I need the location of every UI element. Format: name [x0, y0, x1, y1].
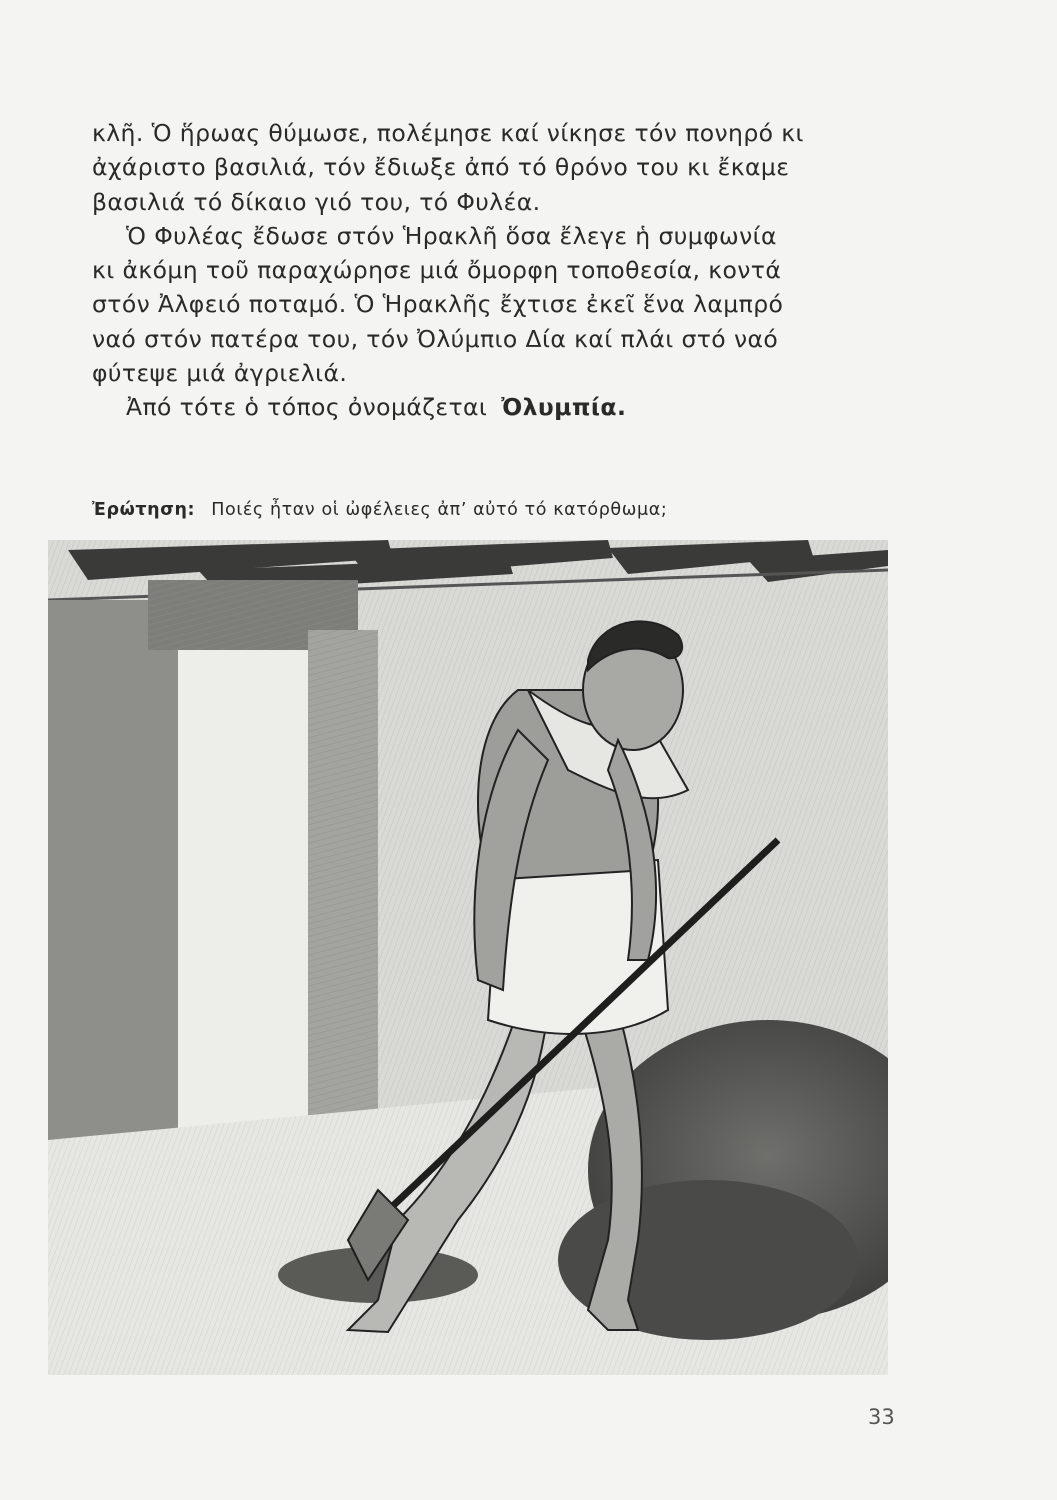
heracles-cleaning-stables-illustration: [48, 540, 888, 1375]
text-line: Ὁ Φυλέας ἔδωσε στόν Ἡρακλῆ ὅσα ἔλεγε ἡ συμφωνία: [126, 221, 777, 250]
text-line: κι ἀκόμη τοῦ παραχώρησε μιά ὄμορφη τοποθεσία, κοντά: [92, 256, 782, 285]
olympia-intro: Ἀπό τότε ὁ τόπος ὀνομάζεται: [126, 393, 488, 422]
text-line: στόν Ἀλφειό ποταμό. Ὁ Ἡρακλῆς ἔχτισε ἐκεῖ ἕνα λαμπρό: [92, 290, 784, 319]
text-line: φύτεψε μιά ἀγριελιά.: [92, 359, 348, 388]
question-text: Ποιές ἦταν οἱ ὠφέλειες ἀπ’ αὐτό τό κατόρθωμα;: [211, 500, 668, 520]
text-line: κλῆ. Ὁ ἥρωας θύμωσε, πολέμησε καί νίκησε τόν πονηρό κι: [92, 119, 804, 147]
text-line: ἀχάριστο βασιλιά, τόν ἔδιωξε ἀπό τό θρόνο του κι ἔκαμε: [92, 153, 790, 182]
olympia-sentence: [92, 390, 892, 424]
olympia-name: Ὀλυμπία.: [501, 393, 627, 422]
text-line: βασιλιά τό δίκαιο γιό του, τό Φυλέα.: [92, 187, 541, 216]
body-text: [92, 116, 892, 425]
page-number: 33: [868, 1405, 895, 1429]
text-line: ναό στόν πατέρα του, τόν Ὀλύμπιο Δία καί πλάι στό ναό: [92, 324, 779, 353]
question: [92, 500, 892, 520]
question-label: Ἐρώτηση:: [92, 500, 196, 520]
